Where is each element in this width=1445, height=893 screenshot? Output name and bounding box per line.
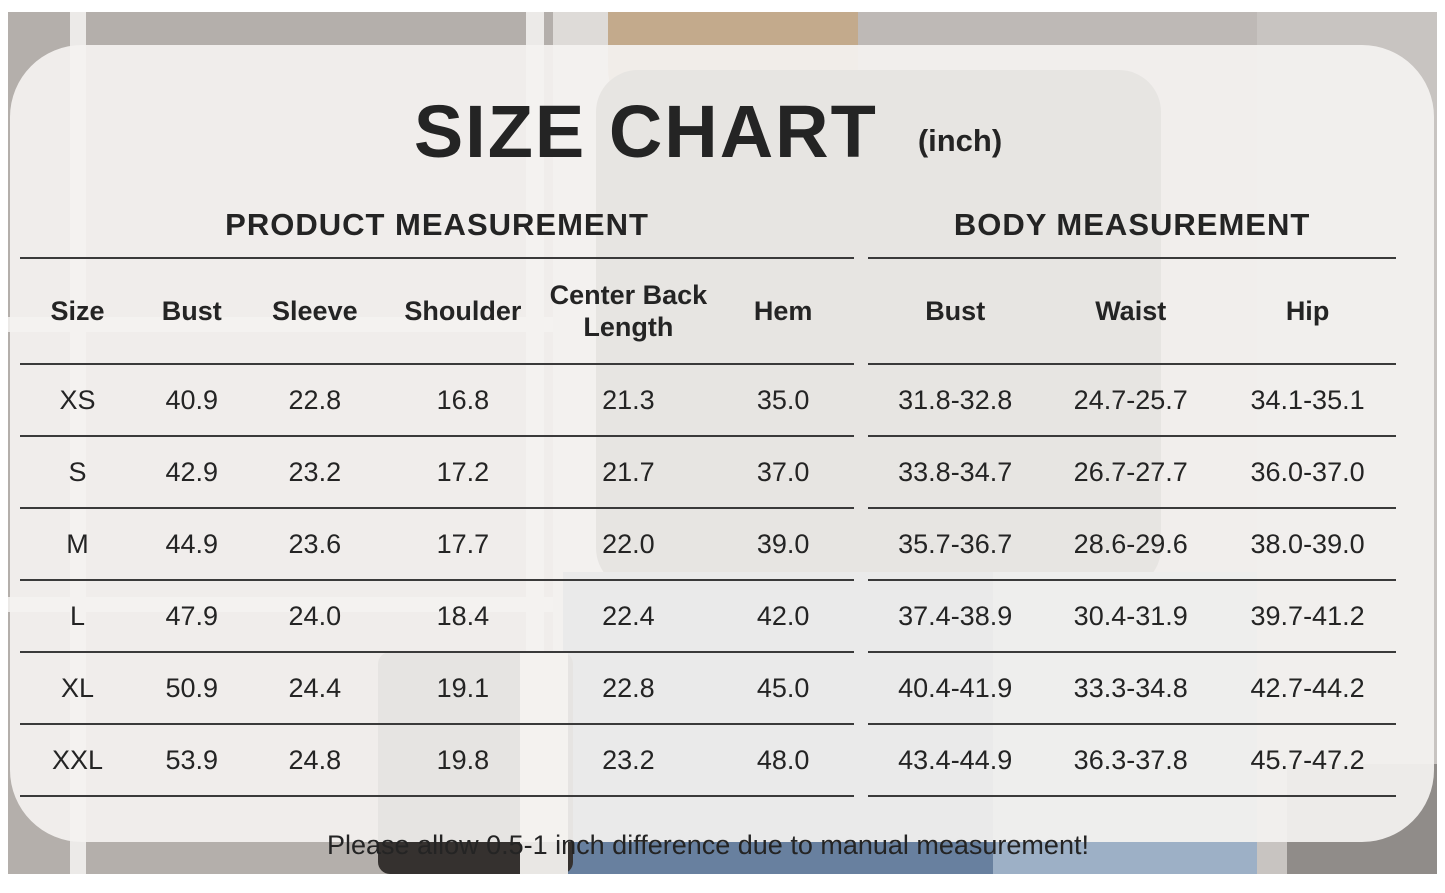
measurement-value: 17.2 [436, 456, 490, 487]
measurement-range: 42.7-44.2 [1250, 672, 1365, 703]
measurement-value: 50.9 [165, 672, 219, 703]
body-row-xl [868, 653, 1396, 725]
size-label: M [66, 528, 89, 559]
table-row-m [20, 509, 854, 581]
page-title: SIZE CHART [413, 89, 878, 173]
measurement-range: 35.7-36.7 [898, 528, 1013, 559]
measurement-range: 30.4-31.9 [1073, 600, 1188, 631]
measurement-value: 18.4 [436, 600, 490, 631]
unit-label: (inch) [917, 123, 1003, 158]
measurement-value: 24.4 [288, 672, 342, 703]
measurement-range: 33.3-34.8 [1073, 672, 1188, 703]
measurement-value: 53.9 [165, 744, 219, 775]
measurement-value: 22.0 [602, 528, 655, 559]
product-measurement-table [20, 193, 854, 797]
measurement-value: 44.9 [165, 528, 219, 559]
measurement-value: 19.1 [436, 672, 490, 703]
product-section-title: PRODUCT MEASUREMENT [20, 193, 854, 259]
size-label: XS [59, 384, 96, 415]
measurement-range: 39.7-41.2 [1250, 600, 1365, 631]
measurement-range: 24.7-25.7 [1073, 384, 1188, 415]
column-header-center-back-length: Center Back Length [549, 279, 708, 342]
measurement-value: 21.3 [602, 384, 655, 415]
measurement-note: Please allow 0.5-1 inch difference due to manual measurement! [327, 829, 1089, 860]
measurement-value: 22.8 [602, 672, 655, 703]
measurement-value: 23.2 [602, 744, 655, 775]
table-row-xs [20, 365, 854, 437]
size-label: XL [61, 672, 95, 703]
column-header-body-waist: Waist [1095, 295, 1167, 326]
column-header-hem: Hem [753, 295, 813, 326]
table-row-xxl [20, 725, 854, 797]
measurement-range: 36.3-37.8 [1073, 744, 1188, 775]
column-header-sleeve: Sleeve [272, 295, 358, 326]
column-header-bust: Bust [161, 295, 222, 326]
measurement-value: 22.8 [288, 384, 342, 415]
measurement-value: 23.2 [288, 456, 342, 487]
measurement-range: 36.0-37.0 [1250, 456, 1365, 487]
measurement-value: 39.0 [756, 528, 810, 559]
measurement-range: 45.7-47.2 [1250, 744, 1365, 775]
table-row-s [20, 437, 854, 509]
table-row-l [20, 581, 854, 653]
measurement-value: 48.0 [756, 744, 810, 775]
body-row-xs [868, 365, 1396, 437]
body-row-m [868, 509, 1396, 581]
size-label: S [68, 456, 87, 487]
measurement-value: 17.7 [436, 528, 490, 559]
title-row [20, 71, 1396, 173]
column-header-shoulder: Shoulder [404, 295, 522, 326]
measurement-value: 35.0 [756, 384, 810, 415]
column-header-body-hip: Hip [1285, 295, 1330, 326]
product-header-row [20, 259, 854, 365]
measurement-tables [20, 193, 1396, 797]
measurement-value: 47.9 [165, 600, 219, 631]
size-label: L [70, 600, 86, 631]
measurement-range: 33.8-34.7 [898, 456, 1013, 487]
size-chart-card [10, 45, 1434, 860]
measurement-value: 21.7 [602, 456, 655, 487]
measurement-value: 23.6 [288, 528, 342, 559]
measurement-range: 31.8-32.8 [898, 384, 1013, 415]
body-section-title: BODY MEASUREMENT [868, 193, 1396, 259]
body-header-row [868, 259, 1396, 365]
measurement-value: 16.8 [436, 384, 490, 415]
body-row-l [868, 581, 1396, 653]
measurement-range: 28.6-29.6 [1073, 528, 1188, 559]
measurement-value: 45.0 [756, 672, 810, 703]
column-header-body-bust: Bust [925, 295, 986, 326]
measurement-range: 34.1-35.1 [1250, 384, 1365, 415]
measurement-value: 42.9 [165, 456, 219, 487]
measurement-value: 42.0 [756, 600, 810, 631]
measurement-range: 40.4-41.9 [898, 672, 1013, 703]
measurement-range: 38.0-39.0 [1250, 528, 1365, 559]
column-header-size: Size [50, 295, 105, 326]
measurement-value: 19.8 [436, 744, 490, 775]
body-row-xxl [868, 725, 1396, 797]
measurement-range: 37.4-38.9 [898, 600, 1013, 631]
body-measurement-table [868, 193, 1396, 797]
measurement-value: 40.9 [165, 384, 219, 415]
body-row-s [868, 437, 1396, 509]
measurement-range: 43.4-44.9 [898, 744, 1013, 775]
measurement-value: 24.8 [288, 744, 342, 775]
measurement-range: 26.7-27.7 [1073, 456, 1188, 487]
measurement-value: 22.4 [602, 600, 655, 631]
table-row-xl [20, 653, 854, 725]
size-label: XXL [52, 744, 104, 775]
measurement-value: 37.0 [756, 456, 810, 487]
measurement-value: 24.0 [288, 600, 342, 631]
